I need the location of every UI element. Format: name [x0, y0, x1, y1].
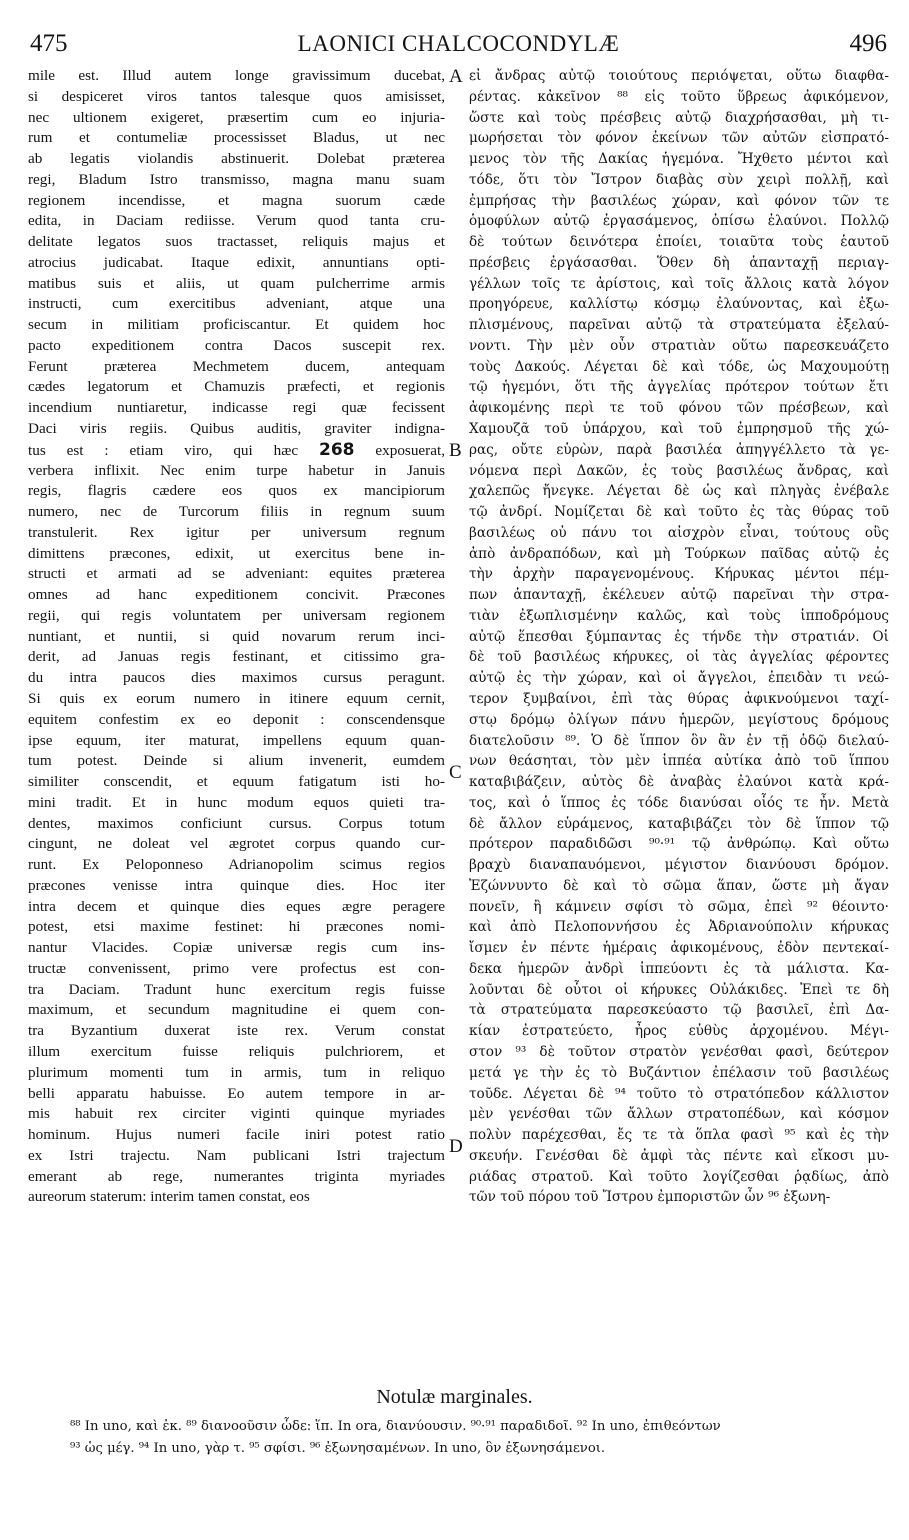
greek-line: ἴσμεν ἐν πέντε ἡμέραις ἀφικομένους, ἐδὸν πεντεκαί-	[469, 940, 889, 957]
latin-line: equitem confestim ex eo deponit : conscendensque	[28, 710, 445, 728]
latin-line: instructi, cum exercitibus adveniant, atque una	[28, 295, 445, 313]
note-line: ⁹³ ὡς μέγ. ⁹⁴ In uno, γὰρ τ. ⁹⁵ σφίσι. ⁹⁶ ἐξωνησαμένων. In uno, ὃν ἐξωνησάμενοι.	[70, 1441, 606, 1456]
latin-line: emerant ab rege, numerantes triginta myriades	[28, 1167, 445, 1185]
section-letter-a: A	[449, 66, 463, 87]
section-letter-b: B	[449, 440, 462, 461]
latin-line: dimittens præcones, edixit, ut exercitus bene in-	[28, 544, 445, 562]
greek-line: βραχὺ διαναπαυόμενοι, μέγιστον διανύουσι δρόμον.	[469, 857, 889, 874]
greek-line: τὴν ἀρχὴν παραγενομένους. Κήρυκας μέντοι πέμ-	[469, 566, 889, 583]
greek-line: μετά γε τὴν ἐς τὸ Βυζάντιον ἐπέλασιν τοῦ βασιλέως	[469, 1064, 889, 1081]
greek-line: πων ἁπανταχῇ, ἐκέλευεν αὐτῷ παρεῖναι τὴν στρα-	[469, 587, 889, 604]
latin-line: atrocius judicabat. Itaque edixit, annuntians opti-	[28, 253, 445, 271]
latin-line: mini tradit. Et in hunc modum equos quieti tra-	[28, 793, 445, 811]
greek-line: στον ⁹³ δὲ τοῦτον στρατὸν γενέσθαι φασὶ, δεύτερον	[469, 1043, 889, 1060]
greek-line: πολὺν παρέχεσθαι, ἔς τε τὰ ὅπλα φασὶ ⁹⁵ καὶ ἐς τὴν	[469, 1127, 889, 1144]
latin-line: regii, qui regis voluntatem per universam regionem	[28, 606, 445, 624]
latin-line: cingunt, ne doleat vel ægrotet corpus quando cur-	[28, 835, 445, 853]
greek-line: ἐμπρήσας τὴν βασιλέως χώραν, καὶ φόνον τῶν τε	[469, 192, 889, 209]
page-marker: 268	[319, 439, 355, 460]
greek-line: διατελοῦσιν ⁸⁹. Ὁ δὲ ἵππον ὃν ἂν ἐν τῇ ὁδῷ διελαύ-	[469, 732, 889, 749]
latin-line: præcones venisse intra quinque dies. Hoc iter	[28, 876, 445, 894]
latin-line: tra Byzantium duxerat iste rex. Verum constat	[28, 1022, 445, 1040]
greek-line: τοὺς Δακούς. Λέγεται δὲ καὶ τόδε, ὡς Μαχουμούτῃ	[469, 358, 889, 375]
greek-line: νων θεάσηται, τὸν μὲν ἱππέα αὐτίκα ἀπὸ τοῦ ἵππου	[469, 753, 889, 770]
latin-line: mis habuit rex circiter viginti quinque myriades	[28, 1105, 445, 1123]
latin-line: aureorum staterum: interim tamen constat, eos	[28, 1188, 310, 1206]
latin-line: edita, in Daciam rediisse. Verum quod tanta cru-	[28, 212, 445, 230]
greek-line: τερον ξυμβαίνοι, ἐπὶ τὰς θύρας ἀφικνούμενοι ταχί-	[469, 690, 889, 707]
running-title: LAONICI CHALCOCONDYLÆ	[297, 31, 620, 56]
greek-line: πονεῖν, ἢ κάμνειν σφίσι τὸ σῶμα, ἐπεὶ ⁹² θέοιντο·	[469, 898, 889, 915]
latin-line: incendium nuntiaretur, indicasse regi quæ fecissent	[28, 399, 445, 417]
latin-line: pacto expeditionem contra Dacos suscepit rex.	[28, 336, 445, 354]
greek-line: ρέντας. κἀκεῖνον ⁸⁸ εἰς τοῦτο ὕβρεως ἀφικόμενον,	[469, 88, 889, 105]
greek-line: ρας, οὔτε εὑρὼν, παρὰ βασιλέα ἀπηγγέλλετο τὰ γε-	[469, 441, 889, 458]
latin-line: numero, nec de Turcorum filiis in regnum suum	[28, 503, 445, 521]
greek-line: μωρήσεται τὸν φόνον ἐκείνων τῶν αὐτῶν εἰσπρατό-	[469, 130, 889, 147]
greek-line: προηγόρευε, καλλίστῳ κόσμῳ ἐλαύνοντας, καὶ ἐξω-	[469, 296, 889, 313]
greek-line: τόδε, ὅτι τὸν Ἴστρον διαβὰς σὺν χειρὶ πολλῇ, καὶ	[469, 171, 889, 188]
latin-line: belli apparatu habuisse. Eo autem tempore in ar-	[28, 1084, 445, 1102]
greek-line: τῷ ἀνδρί. Νομίζεται δὲ καὶ τοῦτο ἐς τὰς θύρας τοῦ	[469, 504, 889, 521]
greek-line: γέλλων τοῖς τε ἀρίστοις, καὶ τοῖς ἄλλοις κατὰ λόγον	[469, 275, 889, 292]
page-number-left: 475	[30, 30, 68, 57]
greek-line: ὥστε καὶ τοὺς πρέσβεις αὐτῷ διαχρήσασθαι, μὴ τι-	[469, 109, 889, 126]
latin-line: runt. Ex Peloponneso Adrianopolim scimus regios	[28, 856, 445, 874]
page-number-right: 496	[849, 30, 887, 57]
latin-line: hominum. Hujus numeri facile iniri potest ratio	[28, 1126, 445, 1144]
latin-line: verbera inflixit. Nec enim turpe habetur in Januis	[28, 461, 445, 479]
latin-line	[28, 440, 445, 461]
latin-line: ab legatis violandis abstinuerit. Dolebat præterea	[28, 150, 445, 168]
latin-line: cædes legatorum et Chamuzis præfecti, et regionis	[28, 378, 445, 396]
greek-line: κίαν ἐστρατεύετο, ἦρος εὐθὺς ἀρχομένου. Μέγι-	[469, 1023, 889, 1040]
greek-line: μὲν γενέσθαι τῶν ἄλλων στρατοπέδων, καὶ κόσμον	[469, 1106, 889, 1123]
greek-line: βασιλέως οὐ πάνυ τοι αἰσχρὸν εἶναι, τούτους οὓς	[469, 524, 889, 541]
greek-line: καὶ ἀπὸ Πελοποννήσου ἐς Ἀδριανούπολιν κήρυκας	[469, 919, 889, 936]
greek-line: πρέσβεις ἐργάσασθαι. Ὅθεν δὴ ἁπανταχῇ περιαγ-	[469, 254, 889, 271]
latin-line: ipse equum, iter maturat, impellens equum quan-	[28, 731, 445, 749]
latin-line: nec ultionem exigeret, præsertim cum eo injuria-	[28, 108, 445, 126]
latin-line: regis, flagris cædere eos quos ex mancipiorum	[28, 482, 445, 500]
latin-line: si despiceret viros tantos talesque quos amisisset,	[28, 87, 445, 105]
greek-line: τὰ στρατεύματα παρεσκεύαστο τῷ βασιλεῖ, ἐπὶ Δα-	[469, 1002, 889, 1019]
latin-line: rum et contumeliæ processisset Bladus, ut nec	[28, 129, 445, 147]
greek-line: τιὰν ἐξωπλισμένην καλῶς, καὶ τοὺς ἱπποδρόμους	[469, 607, 889, 624]
greek-line: μενος τὸν τῆς Δακίας ἡγεμόνα. Ἤχθετο μέντοι καὶ	[469, 151, 889, 168]
greek-column	[469, 66, 889, 1208]
latin-line: illum exercitum fuisse reliquis pulchriorem, et	[28, 1042, 445, 1060]
latin-line: delitate legatos suos tractasset, reliquis majus et	[28, 233, 445, 251]
note-line: ⁸⁸ In uno, καὶ ἐκ. ⁸⁹ διανοοῦσιν ὧδε: ἵπ. In ora, διανύουσιν. ⁹⁰·⁹¹ παραδιδοῖ. ⁹² In uno, ἐπιθεόντων	[70, 1419, 721, 1434]
section-letter-d: D	[449, 1136, 463, 1157]
greek-line: στῳ δρόμῳ ὀλίγων πάνυ ἡμερῶν, μεγίστους δρόμους	[469, 711, 889, 728]
latin-line: Ferunt præterea Mechmetem ducem, antequam	[28, 357, 445, 375]
latin-line: Daci viris regiis. Quibus auditis, graviter indigna-	[28, 420, 445, 438]
greek-line: τῶν τοῦ πόρου τοῦ Ἴστρου ἐμποριστῶν ὧν ⁹⁶ ἐξωνη-	[469, 1189, 831, 1206]
latin-line: transtulerit. Rex igitur per universum regnum	[28, 523, 445, 541]
latin-line: secum in militiam proficiscantur. Et quidem hoc	[28, 316, 445, 334]
greek-line: δὲ ἄλλον εὑράμενος, καταβιβάζει τὸν δὲ ἵππον τῷ	[469, 815, 889, 832]
latin-line: structi et armati ad se adveniant: equites præterea	[28, 565, 445, 583]
greek-line: πρότερον παραδιδῶσι ⁹⁰·⁹¹ τῷ ἀνθρώπῳ. Καὶ οὕτω	[469, 836, 889, 853]
latin-line: tructæ convenissent, primo vere profectus est con-	[28, 959, 445, 977]
latin-line-text: exposuerat,	[354, 441, 445, 459]
greek-line: αὐτῷ ἐς τὴν χώραν, καὶ οἱ ἄγγελοι, ἐπειδὰν τι νεώ-	[469, 670, 889, 687]
greek-line: τος, καὶ ὁ ἵππος ἐς τόδε διανύσαι οἷός τε ἦν. Μετὰ	[469, 794, 889, 811]
latin-line: maximum, et secundum magnitudine ei quem con-	[28, 1001, 445, 1019]
latin-column	[28, 66, 445, 1208]
latin-line: tra Daciam. Tradunt hunc exercitum regis fuisse	[28, 980, 445, 998]
greek-line: ὁμοφύλων αὐτῷ ἐργασάμενος, ὀπίσω ἐλαύνοι. Πολλῷ	[469, 213, 889, 230]
section-letter-c: C	[449, 762, 462, 783]
latin-line: plurimum momenti tum in armis, tum in reliquo	[28, 1063, 445, 1081]
greek-line: ριάδας στρατοῦ. Καὶ τοῦτο λογίζεσθαι ῥᾳδίως, ἀπὸ	[469, 1168, 889, 1185]
marginal-notes	[70, 1416, 890, 1460]
latin-line: regionem incendisse, et magna suorum cæde	[28, 191, 445, 209]
greek-line: τοῦδε. Λέγεται δὲ ⁹⁴ τοῦτο τὸ στρατόπεδον κάλλιστον	[469, 1085, 889, 1102]
greek-line: δὲ τοῦ βασιλέως κήρυκες, οἱ τὰς ἀγγελίας φέροντες	[469, 649, 889, 666]
greek-line: λοῦνται δὲ οὗτοι οἱ κήρυκες Οὐλάκιδες. Ἐπεὶ τε δὴ	[469, 981, 889, 998]
latin-line: nantur Vlacides. Copiæ universæ regis cum ins-	[28, 939, 445, 957]
latin-line: derit, ad Januas regis festinant, et citissimo gra-	[28, 648, 445, 666]
greek-line: νοντι. Τὴν μὲν οὖν στρατιὰν οὕτω παρεσκευάζετο	[469, 337, 889, 354]
greek-line: ἀφικομένης περὶ τε τοῦ φόνου τῶν πρέσβεων, καὶ	[469, 400, 889, 417]
running-head	[30, 30, 887, 60]
greek-line: νόμενα περὶ Δακῶν, ἐς τοὺς βασιλέως ἄνδρας, καὶ	[469, 462, 889, 479]
greek-line: δεκα ἡμερῶν ἀνδρὶ ἱππεύοντι ἐς τὰ μάλιστα. Κα-	[469, 960, 889, 977]
greek-line: σκευήν. Γενέσθαι δὲ ἀμφὶ τὰς πέντε καὶ εἴκοσι μυ-	[469, 1147, 889, 1164]
latin-line: tum potest. Deinde si alium invenerit, eumdem	[28, 752, 445, 770]
greek-line: δὲ τούτων δεινότερα ἐποίει, τοιαῦτα τοὺς ἑαυτοῦ	[469, 234, 889, 251]
latin-line: ex Istri trajectu. Nam publicani Istri trajectum	[28, 1146, 445, 1164]
latin-line: regi, Bladum Istro transmisso, magna manu suam	[28, 170, 445, 188]
greek-line: αὐτῷ ἕπεσθαι ξύμπαντας ἐς τήνδε τὴν στρατιάν. Οἱ	[469, 628, 889, 645]
greek-line: τῷ ἡγεμόνι, ὅτι τῆς ἀγγελίας πρότερον τούτων ἔτι	[469, 379, 889, 396]
greek-line: πλισμένους, παρεῖναι αὐτῷ τὰ στρατεύματα ἐξελαύ-	[469, 317, 889, 334]
greek-line: καταβιβάζειν, αὐτὸς δὲ ἀναβὰς ἐλαύνοι κατὰ κρά-	[469, 774, 889, 791]
latin-line: omnes ad hanc expeditionem concivit. Præcones	[28, 586, 445, 604]
greek-line: χαλεπῶς ἤνεγκε. Λέγεται δὲ ὡς καὶ πληγὰς ἐνέβαλε	[469, 483, 889, 500]
latin-line: Si quis ex eorum numero in itinere equum cernit,	[28, 689, 445, 707]
latin-line: dentes, maximos conficiunt cursus. Corpus totum	[28, 814, 445, 832]
latin-line: nuntiant, et nuntii, si quid novarum rerum inci-	[28, 627, 445, 645]
latin-line-text: tus est : etiam viro, qui hæc	[28, 441, 319, 459]
latin-line: mile est. Illud autem longe gravissimum ducebat,	[28, 67, 445, 84]
latin-line: matibus suis et aliis, ut quam pulcherrime armis	[28, 274, 445, 292]
latin-line: similiter conscendit, et equum fatigatum isti ho-	[28, 773, 445, 791]
greek-line: Ἐζώννυντο δὲ καὶ τὸ σῶμα ἅπαν, ὥστε μὴ ἄγαν	[469, 877, 889, 894]
greek-line: εἰ ἄνδρας αὐτῷ τοιούτους περιόψεται, οὕτω διαφθα-	[469, 68, 889, 84]
latin-line: potest, etsi maxime festinet: hi præcones nomi-	[28, 918, 445, 936]
latin-line: du intra paucos dies maximos cursus peragunt.	[28, 669, 445, 687]
greek-line: ἀπὸ ἀνδραπόδων, καὶ μὴ Τούρκων παῖδας αὐτῷ ἐς	[469, 545, 889, 562]
greek-line: Χαμουζᾶ τοῦ ὑπάρχου, καὶ τοῦ ἐμπρησμοῦ τῆς χώ-	[469, 421, 889, 438]
latin-line: intra decem et quinque dies eques ægre peragere	[28, 897, 445, 915]
notes-heading: Notulæ marginales.	[376, 1386, 533, 1408]
